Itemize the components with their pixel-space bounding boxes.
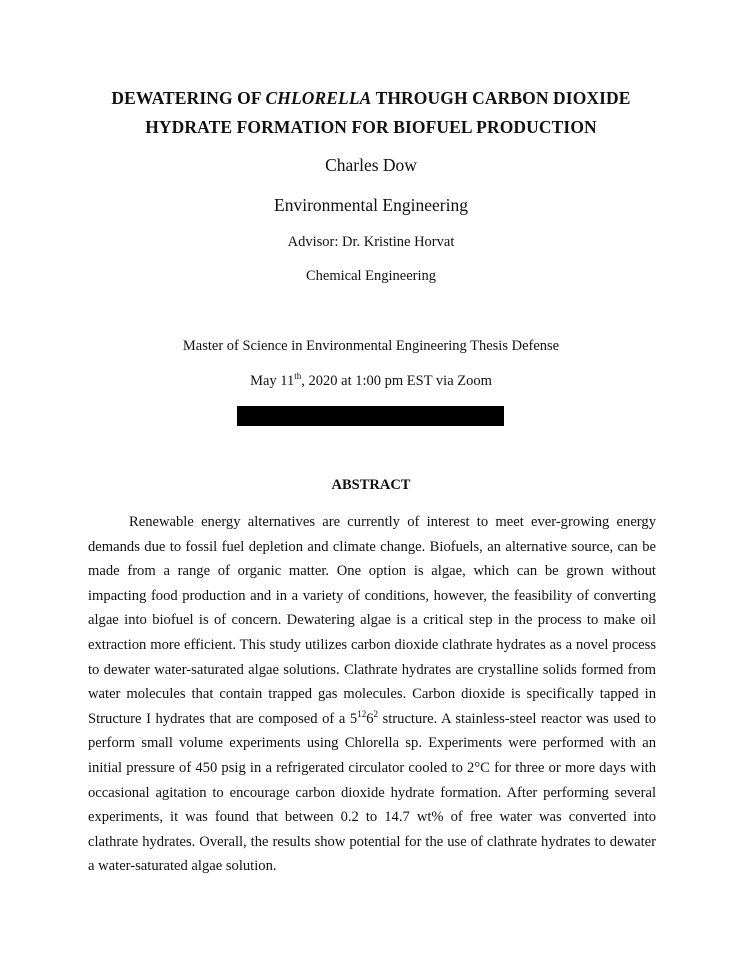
- author-department: Environmental Engineering: [274, 195, 468, 215]
- abstract-paragraph: [88, 510, 656, 879]
- title-line1-suffix: THROUGH CARBON DIOXIDE: [371, 88, 631, 108]
- abstract-text-part-1: Renewable energy alternatives are currently of interest to meet ever-growing energy demands due to fossil fuel depletion and climate change. Biofuels, an alternative source, can be made from a range of organic matter. One option is algae, which can be grown without impacting food production and in a variety of conditions, however, the feasibility of converting algae into biofuel is of concern. Dewatering algae is a critical step in the process to make oil extraction more efficient. This study utilizes carbon dioxide clathrate hydrates as a novel process to dewater water-saturated algae solutions. Clathrate hydrates are crystalline solids formed from water molecules that contain trapped gas molecules. Carbon dioxide is specifically tapped in Structure I hydrates that are composed of a: [88, 514, 656, 727]
- advisor-department: Chemical Engineering: [305, 268, 437, 284]
- structure-exponent-1: 12: [357, 708, 367, 719]
- title-italic-organism: CHLORELLA: [265, 88, 372, 108]
- date-ordinal: th: [294, 371, 302, 382]
- redacted-link-bar: [237, 406, 504, 426]
- structure-base-1: 5: [349, 710, 358, 727]
- abstract-text-part-2: structure. A stainless-steel reactor was used to perform small volume experiments using Chlorella sp. Experiments were performed with an initial pressure of 450 psig in a refrigerated circulator cooled to 2°C for three or more days with occasional agitation to encourage carbon dioxide hydrate formation. After performing several experiments, it was found that between 0.2 to 14.7 wt% of free water was converted into clathrate hydrates. Overall, the results show potential for the use of clathrate hydrates to dewater a water-saturated algae solution.: [88, 710, 656, 875]
- abstract-heading: ABSTRACT: [331, 477, 411, 493]
- title-line1-prefix: DEWATERING OF: [111, 88, 266, 108]
- date-rest: , 2020 at 1:00 pm EST via Zoom: [301, 373, 492, 389]
- author-name: Charles Dow: [325, 155, 417, 175]
- date-month-day: May 11: [250, 373, 295, 389]
- defense-date: [60, 373, 682, 390]
- thesis-title-line-2: HYDRATE FORMATION FOR BIOFUEL PRODUCTION: [145, 117, 597, 137]
- thesis-title-line-1: [60, 88, 682, 109]
- degree-line: Master of Science in Environmental Engineering Thesis Defense: [182, 338, 560, 354]
- structure-base-2: 6: [366, 710, 374, 727]
- advisor-name: Advisor: Dr. Kristine Horvat: [287, 234, 455, 250]
- structure-exponent-2: 2: [373, 708, 378, 719]
